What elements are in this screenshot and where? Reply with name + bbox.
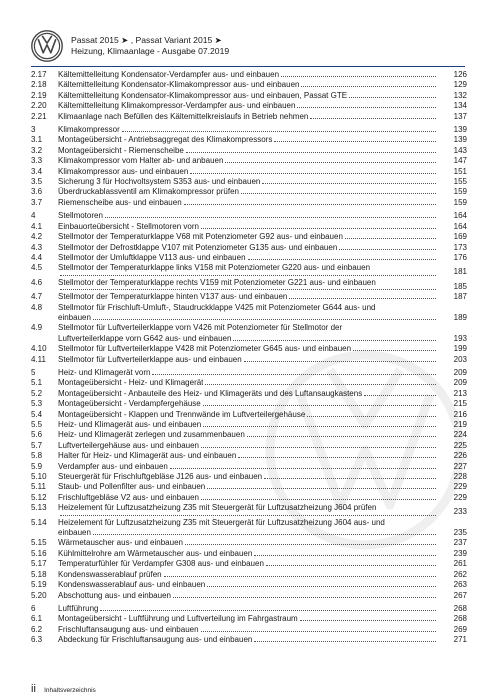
toc-entry-title: Stellmotor für Luftverteilerklappe aus- und einbauen — [58, 354, 242, 364]
toc-entry[interactable] — [31, 146, 467, 156]
toc-entry[interactable] — [31, 399, 467, 409]
toc-entry-number: 6.1 — [31, 614, 43, 624]
toc-entry[interactable] — [31, 323, 467, 344]
toc-entry-title: Kondenswasserablauf aus- und einbauen — [58, 580, 206, 590]
toc-entry-number: 4.2 — [31, 232, 43, 242]
toc-entry-title: Stellmotor der Defrostklappe V107 mit Potenziometer G135 aus- und einbauen — [58, 242, 338, 252]
toc-entry-title: Überdruckablassventil am Klimakompressor prüfen — [58, 187, 239, 197]
toc-entry-title: Kältemittelleitung Kondensator-Verdampfer aus- und einbauen — [58, 70, 280, 79]
toc-entry-title: Montageübersicht - Klappen und Trennwände im Luftverteilergehäuse — [58, 409, 306, 419]
page-header — [31, 30, 466, 66]
toc-entry[interactable] — [31, 604, 467, 614]
toc-entry[interactable] — [31, 156, 467, 166]
toc-dot-leader — [105, 216, 436, 218]
watermark-text — [483, 337, 485, 600]
toc-dot-leader — [60, 514, 436, 516]
toc-entry-title: einbauen — [58, 312, 91, 322]
toc-entry-number: 6.2 — [31, 624, 43, 634]
toc-dot-leader — [122, 130, 436, 132]
toc-entry-number: 3.1 — [31, 135, 43, 145]
toc-entry-title: Temperaturfühler für Verdampfer G308 aus- und einbauen — [58, 559, 264, 569]
toc-dot-leader — [203, 404, 436, 406]
toc-entry-page: 176 — [453, 252, 467, 262]
toc-dot-leader — [274, 140, 436, 142]
toc-entry-title: Montageübersicht - Anbauteile des Heiz- und Klimageräts und des Luftansaugkastens — [58, 388, 363, 398]
toc-entry-title: Verdampfer aus- und einbauen — [58, 461, 168, 471]
toc-entry-title: Kältemittelleitung Kondensator-Klimakompressor aus- und einbauen, Passat GTE — [58, 90, 348, 100]
toc-entry[interactable] — [31, 222, 467, 232]
toc-dot-leader — [345, 237, 436, 239]
vw-logo-icon — [31, 30, 63, 62]
toc-entry-number: 5 — [31, 367, 36, 377]
footer-page-number: ii — [31, 683, 36, 695]
toc-entry[interactable] — [31, 211, 467, 221]
toc-entry-page: 129 — [453, 80, 467, 90]
toc-dot-leader — [207, 585, 436, 587]
toc-dot-leader — [201, 446, 436, 448]
toc-entry-title: Montageübersicht - Heiz- und Klimagerät — [58, 378, 204, 388]
toc-entry[interactable] — [31, 303, 467, 324]
toc-entry-page: 229 — [453, 492, 467, 502]
toc-entry-page: 169 — [453, 232, 467, 242]
toc-entry-page: 216 — [453, 409, 467, 419]
toc-entry-page: 159 — [453, 197, 467, 207]
toc-dot-leader — [170, 467, 436, 469]
toc-dot-leader — [307, 415, 436, 417]
toc-dot-leader — [201, 227, 436, 229]
toc-dot-leader — [297, 106, 436, 108]
toc-entry[interactable] — [31, 232, 467, 242]
toc-dot-leader — [353, 349, 436, 351]
toc-entry-title: Stellmotor der Umluftklappe V113 aus- und einbauen — [58, 252, 246, 262]
toc-entry-number: 2.20 — [31, 101, 47, 111]
toc-entry-number: 4.6 — [31, 277, 43, 287]
toc-entry[interactable] — [31, 389, 467, 399]
toc-entry-number: 5.16 — [31, 548, 47, 558]
toc-entry-number: 5.11 — [31, 482, 46, 492]
toc-entry-number: 5.17 — [31, 559, 47, 569]
toc-entry-title: Montageübersicht - Verdampfergehäuse — [58, 399, 201, 409]
toc-entry-page: 199 — [453, 344, 467, 354]
toc-entry-page: 268 — [453, 603, 467, 613]
toc-entry-page: 227 — [453, 461, 467, 471]
toc-dot-leader — [186, 151, 436, 153]
toc-entry-page: 151 — [453, 166, 467, 176]
toc-entry-number: 4.3 — [31, 242, 43, 252]
toc-entry-page: 228 — [453, 472, 467, 482]
toc-entry-page: 181 — [453, 267, 467, 277]
toc-entry-title: Halter für Heiz- und Klimagerät aus- und einbauen — [58, 451, 237, 461]
toc-entry-number: 2.19 — [31, 90, 47, 100]
toc-entry[interactable] — [31, 80, 467, 90]
toc-entry-page: 193 — [453, 333, 467, 343]
toc-entry-number: 4.7 — [31, 292, 43, 302]
toc-entry[interactable] — [31, 112, 467, 122]
toc-entry-number: 5.14 — [31, 517, 47, 527]
toc-entry-page: 269 — [453, 624, 467, 634]
toc-entry[interactable] — [31, 559, 467, 569]
toc-entry-number: 3.4 — [31, 166, 43, 176]
toc-entry-number: 2.17 — [31, 70, 47, 79]
toc-entry-page: 229 — [453, 482, 467, 492]
toc-entry[interactable] — [31, 430, 467, 440]
toc-entry[interactable] — [31, 482, 467, 492]
toc-entry-page: 262 — [453, 569, 467, 579]
toc-dot-leader — [201, 630, 436, 632]
toc-entry[interactable] — [31, 570, 467, 580]
toc-entry[interactable] — [31, 368, 467, 378]
toc-entry-number: 4.1 — [31, 221, 43, 231]
toc-dot-leader — [248, 258, 436, 260]
toc-entry-title: einbauen — [58, 528, 91, 538]
toc-entry-number: 5.12 — [31, 492, 47, 502]
toc-entry-number: 5.13 — [31, 503, 47, 513]
toc-entry-page: 203 — [453, 354, 467, 364]
toc-entry-page: 225 — [453, 440, 467, 450]
toc-entry-title: Montageübersicht - Antriebsaggregat des Klimakompressors — [58, 135, 273, 145]
footer-section-label: Inhaltsverzeichnis — [44, 687, 96, 694]
toc-entry-page: 164 — [453, 221, 467, 231]
header-vehicle-models: Passat 2015 ➤ , Passat Variant 2015 ➤ — [71, 35, 222, 45]
toc-entry[interactable] — [31, 91, 467, 101]
toc-entry[interactable] — [31, 420, 467, 430]
toc-entry-number: 5.3 — [31, 399, 43, 409]
toc-dot-leader — [233, 339, 436, 341]
toc-entry-number: 5.2 — [31, 388, 43, 398]
toc-entry-page: 209 — [453, 378, 467, 388]
toc-entry[interactable] — [31, 591, 467, 601]
toc-entry-page: 261 — [453, 559, 467, 569]
toc-entry-number: 4.8 — [31, 302, 43, 312]
toc-entry-title: Heizelement für Luftzusatzheizung Z35 mit Steuergerät für Luftzusatzheizung J604 prüfen — [58, 503, 377, 513]
toc-entry[interactable] — [31, 278, 467, 292]
toc-entry-page: 139 — [453, 125, 467, 135]
toc-dot-leader — [100, 609, 436, 611]
toc-entry-number: 3.7 — [31, 197, 43, 207]
toc-entry-page: 209 — [453, 367, 467, 377]
toc-entry-page: 213 — [453, 388, 467, 398]
toc-entry-number: 5.19 — [31, 580, 47, 590]
toc-entry[interactable] — [31, 580, 467, 590]
toc-dot-leader — [301, 85, 436, 87]
toc-entry-number: 5.7 — [31, 440, 43, 450]
toc-entry[interactable] — [31, 167, 467, 177]
toc-entry-title: Abdeckung für Frischluftansaugung aus- und einbauen — [58, 635, 253, 645]
toc-dot-leader — [184, 203, 436, 205]
toc-entry[interactable] — [31, 462, 467, 472]
toc-entry-number: 5.9 — [31, 461, 43, 471]
toc-entry-page: 187 — [453, 292, 467, 302]
toc-entry-page: 134 — [453, 101, 467, 111]
toc-entry[interactable] — [31, 263, 467, 277]
toc-entry-title: Klimakompressor — [58, 125, 120, 135]
toc-dot-leader — [281, 75, 436, 77]
toc-entry-page: 185 — [453, 281, 467, 291]
toc-entry-number: 5.5 — [31, 420, 43, 429]
toc-entry-page: 215 — [453, 399, 467, 409]
toc-dot-leader — [241, 192, 436, 194]
toc-entry[interactable] — [31, 472, 467, 482]
toc-entry-page: 189 — [453, 312, 467, 322]
toc-entry[interactable] — [31, 441, 467, 451]
toc-entry-title: Montageübersicht - Riemenscheibe — [58, 145, 184, 155]
toc-entry-title: Heizelement für Luftzusatzheizung Z35 mit Steuergerät für Luftzusatzheizung J604 aus- und — [58, 517, 385, 527]
toc-dot-leader — [190, 172, 436, 174]
toc-dot-leader — [207, 487, 436, 489]
toc-entry-title: Klimakompressor vom Halter ab- und anbauen — [58, 156, 224, 166]
toc-entry-page: 226 — [453, 451, 467, 461]
toc-dot-leader — [364, 394, 436, 396]
toc-entry-title: Kältemittelleitung Kondensator-Klimakompressor aus- und einbauen — [58, 80, 300, 90]
toc-entry-number: 3.5 — [31, 177, 43, 187]
toc-entry-number: 5.20 — [31, 590, 47, 600]
toc-entry-page: 159 — [453, 187, 467, 197]
toc-entry[interactable] — [31, 355, 467, 365]
toc-entry[interactable] — [31, 292, 467, 302]
toc-entry-title: Klimaanlage nach Befüllen des Kältemittelkreislaufs in Betrieb nehmen — [58, 111, 309, 121]
toc-entry-number: 3 — [31, 125, 36, 135]
toc-entry-title: Heiz- und Klimagerät aus- und einbauen — [58, 420, 202, 429]
toc-dot-leader — [205, 383, 436, 385]
toc-entry[interactable] — [31, 253, 467, 263]
toc-dot-leader — [203, 425, 436, 427]
toc-dot-leader — [254, 554, 436, 556]
toc-entry[interactable] — [31, 101, 467, 111]
toc-entry-title: Klimakompressor aus- und einbauen — [58, 166, 189, 176]
toc-entry-title: Wärmetauscher aus- und einbauen — [58, 538, 183, 548]
toc-entry-number: 5.18 — [31, 569, 47, 579]
toc-entry[interactable] — [31, 503, 467, 517]
toc-entry-title: Stellmotor der Temperaturklappe links V158 mit Potenziometer G220 aus- und einbauen — [58, 263, 371, 273]
toc-entry-page: 267 — [453, 590, 467, 600]
toc-entry-title: Kältemittelleitung Klimakompressor-Verdampfer aus- und einbauen — [58, 101, 296, 111]
toc-entry-number: 5.15 — [31, 538, 47, 548]
toc-entry-title: Luftverteilergehäuse aus- und einbauen — [58, 440, 199, 450]
toc-dot-leader — [349, 96, 436, 98]
toc-entry-number: 4.4 — [31, 252, 43, 262]
toc-entry-title: Steuergerät für Frischluftgebläse J126 aus- und einbauen — [58, 472, 263, 482]
toc-entry-number: 5.8 — [31, 451, 43, 461]
toc-entry-title: Luftführung — [58, 603, 99, 613]
toc-entry-title: Abschottung aus- und einbauen — [58, 590, 171, 600]
toc-entry-title: Stellmotor der Temperaturklappe V68 mit Potenziometer G92 aus- und einbauen — [58, 232, 343, 242]
toc-entry-title: Montageübersicht - Luftführung und Luftverteilung im Fahrgastraum — [58, 614, 298, 624]
toc-entry-number: 3.2 — [31, 145, 43, 155]
toc-entry[interactable] — [31, 243, 467, 253]
toc-entry[interactable] — [31, 625, 467, 635]
toc-entry-page: 173 — [453, 242, 467, 252]
toc-entry-page: 219 — [453, 420, 467, 429]
toc-entry[interactable] — [31, 635, 467, 645]
toc-entry[interactable] — [31, 549, 467, 559]
toc-entry[interactable] — [31, 187, 467, 197]
toc-entry-number: 2.18 — [31, 80, 47, 90]
toc-entry-title: Staub- und Pollenfilter aus- und einbauen — [58, 482, 206, 492]
toc-entry-page: 239 — [453, 548, 467, 558]
header-rule — [31, 66, 465, 67]
toc-entry-page: 155 — [453, 177, 467, 187]
toc-entry[interactable] — [31, 518, 467, 539]
toc-dot-leader — [310, 117, 436, 119]
toc-dot-leader — [93, 533, 436, 535]
header-manual-title: Heizung, Klimaanlage - Ausgabe 07.2019 — [71, 46, 230, 56]
toc-entry-title: Stellmotor für Luftverteilerklappe vorn V426 mit Potenziometer für Stellmotor der — [58, 323, 343, 333]
toc-entry[interactable] — [31, 378, 467, 388]
toc-entry-page: 235 — [453, 528, 467, 538]
toc-entry-page: 132 — [453, 90, 467, 100]
table-of-contents — [31, 70, 467, 646]
toc-entry-title: Frischluftansaugung aus- und einbauen — [58, 624, 199, 634]
toc-dot-leader — [247, 435, 436, 437]
toc-entry-page: 164 — [453, 211, 467, 221]
toc-entry[interactable] — [31, 125, 467, 135]
toc-entry-page: 143 — [453, 145, 467, 155]
toc-dot-leader — [254, 640, 436, 642]
toc-dot-leader — [238, 456, 436, 458]
toc-entry-page: 139 — [453, 135, 467, 145]
toc-entry[interactable] — [31, 198, 467, 208]
toc-entry-number: 5.10 — [31, 472, 47, 482]
toc-dot-leader — [244, 360, 436, 362]
toc-entry-page: 224 — [453, 430, 467, 440]
toc-entry-number: 4 — [31, 211, 36, 221]
toc-dot-leader — [266, 564, 436, 566]
toc-entry[interactable] — [31, 493, 467, 503]
toc-dot-leader — [262, 182, 436, 184]
toc-dot-leader — [289, 297, 436, 299]
toc-dot-leader — [93, 318, 436, 320]
toc-entry-page: 268 — [453, 614, 467, 624]
toc-entry[interactable] — [31, 177, 467, 187]
toc-entry-number: 4.5 — [31, 263, 43, 273]
toc-entry[interactable] — [31, 135, 467, 145]
toc-dot-leader — [60, 274, 436, 276]
toc-entry-page: 233 — [453, 507, 467, 517]
toc-entry-number: 4.10 — [31, 344, 47, 354]
toc-entry-number: 2.21 — [31, 111, 47, 121]
toc-dot-leader — [300, 619, 436, 621]
toc-entry[interactable] — [31, 70, 467, 80]
toc-dot-leader — [225, 161, 436, 163]
toc-entry-title: Kühlmittelrohre am Wärmetauscher aus- und einbauen — [58, 548, 253, 558]
toc-entry-page: 271 — [453, 635, 467, 645]
toc-entry[interactable] — [31, 344, 467, 354]
toc-dot-leader — [152, 373, 436, 375]
toc-entry-number: 3.3 — [31, 156, 43, 166]
toc-entry-page: 126 — [453, 70, 467, 79]
toc-entry-title: Sicherung 3 für Hochvoltsystem S353 aus- und einbauen — [58, 177, 261, 187]
toc-entry-page: 147 — [453, 156, 467, 166]
toc-entry-title: Einbauorteübersicht - Stellmotoren vorn — [58, 221, 199, 231]
toc-entry[interactable] — [31, 614, 467, 624]
toc-entry-title: Heiz- und Klimagerät zerlegen und zusammenbauen — [58, 430, 245, 440]
toc-entry-title: Kondenswasserablauf prüfen — [58, 569, 162, 579]
toc-entry-title: Stellmotor der Temperaturklappe rechts V159 mit Potenziometer G221 aus- und einbauen — [58, 277, 376, 287]
toc-entry-title: Stellmotor der Temperaturklappe hinten V137 aus- und einbauen — [58, 292, 288, 302]
toc-dot-leader — [185, 543, 436, 545]
toc-dot-leader — [60, 288, 436, 290]
toc-dot-leader — [201, 498, 436, 500]
toc-entry-title: Riemenscheibe aus- und einbauen — [58, 197, 182, 207]
toc-entry-number: 5.1 — [31, 378, 43, 388]
page-footer — [31, 683, 96, 695]
toc-dot-leader — [264, 477, 436, 479]
toc-entry-number: 6.3 — [31, 635, 43, 645]
toc-dot-leader — [164, 575, 436, 577]
toc-entry-title: Heiz- und Klimagerät vorn — [58, 367, 151, 377]
toc-dot-leader — [339, 248, 436, 250]
toc-entry-number: 4.11 — [31, 354, 46, 364]
toc-entry-title: Luftverteilerklappe vorn G642 aus- und einbauen — [58, 333, 232, 343]
toc-dot-leader — [173, 596, 436, 598]
toc-entry-number: 3.6 — [31, 187, 43, 197]
toc-entry-title: Frischluftgebläse V2 aus- und einbauen — [58, 492, 199, 502]
toc-entry[interactable] — [31, 538, 467, 548]
toc-entry-title: Stellmotoren — [58, 211, 103, 221]
toc-entry-title: Stellmotor für Luftverteilerklappe V428 mit Potenziometer G645 aus- und einbauen — [58, 344, 352, 354]
toc-entry-number: 4.9 — [31, 323, 43, 333]
toc-entry[interactable] — [31, 451, 467, 461]
toc-entry-page: 137 — [453, 111, 467, 121]
toc-entry-page: 237 — [453, 538, 467, 548]
toc-entry-title: Stellmotor für Frischluft-Umluft-, Staudruckklappe V425 mit Potenziometer G644 aus- und — [58, 302, 376, 312]
toc-entry[interactable] — [31, 410, 467, 420]
toc-entry-number: 5.4 — [31, 409, 43, 419]
toc-entry-number: 5.6 — [31, 430, 43, 440]
toc-entry-page: 263 — [453, 580, 467, 590]
toc-entry-number: 6 — [31, 603, 36, 613]
